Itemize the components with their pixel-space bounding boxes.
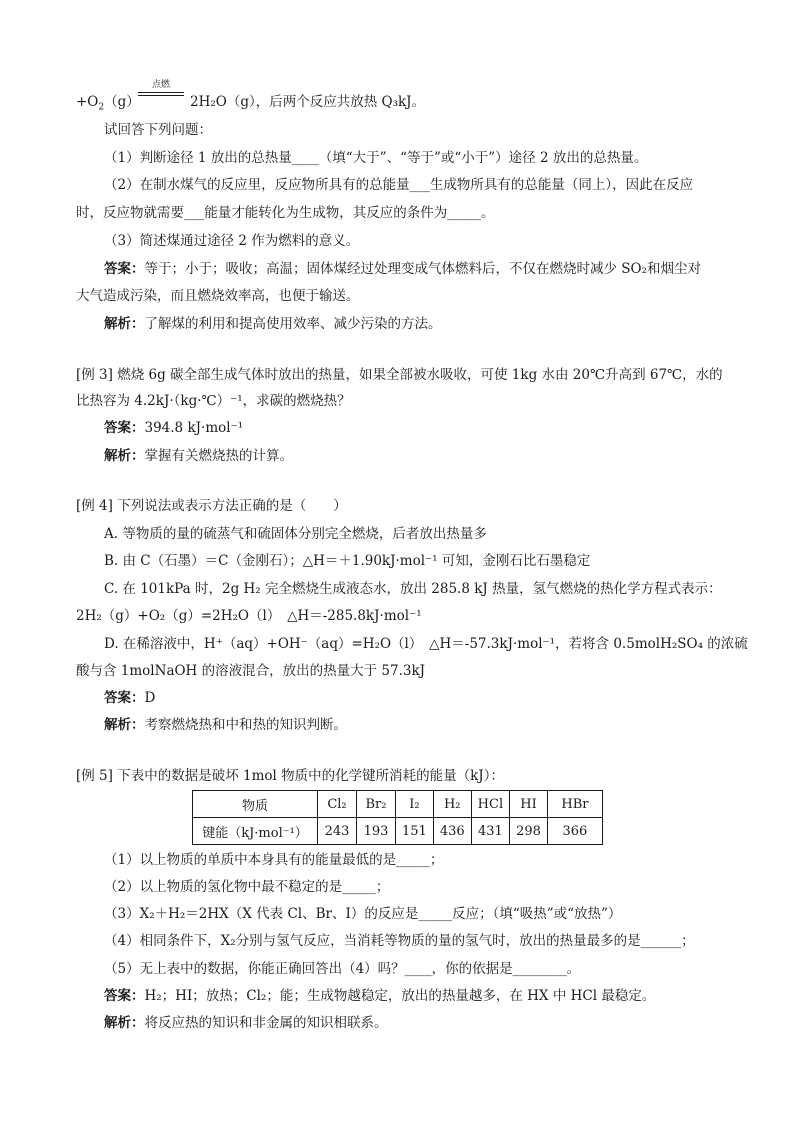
analysis-label: 解析： xyxy=(104,316,145,332)
question-intro: 试回答下列问题： xyxy=(104,122,212,138)
example-3: [例 3] 燃烧 6g 碳全部生成气体时放出的热量，如果全部被水吸收，可使 1kg 水由 20℃升高到 67℃，水的 xyxy=(76,367,723,383)
option-d: D. 在稀溶液中，H⁺（aq）+OH⁻（aq）=H₂O（l） △H＝-57.3kJ·mol⁻¹，若将含 0.5molH₂SO₄ 的浓硫 xyxy=(104,636,748,652)
table-cell: 431 xyxy=(471,818,509,845)
option-c: C. 在 101kPa 时，2g H₂ 完全燃烧生成液态水，放出 285.8 kJ 热量，氢气燃烧的热化学方程式表示： xyxy=(104,581,722,597)
table-cell: 366 xyxy=(547,818,602,845)
q5-4: （4）相同条件下，X₂分别与氢气反应，当消耗等物质的量的氢气时，放出的热量最多的是______； xyxy=(104,933,695,949)
question-2-cont: 时，反应物就需要___能量才能转化为生成物，其反应的条件为_____。 xyxy=(76,205,495,221)
example-4: [例 4] 下列说法或表示方法正确的是（ ） xyxy=(76,498,347,514)
table-header-cell: 物质 xyxy=(193,791,318,818)
table-cell: 298 xyxy=(510,818,548,845)
answer-label: 答案： xyxy=(104,420,145,436)
example-3-cont: 比热容为 4.2kJ·（kg·℃）⁻¹，求碳的燃烧热？ xyxy=(76,393,351,409)
answer-3: 答案：394.8 kJ·mol⁻¹ xyxy=(104,420,244,436)
q5-2: （2）以上物质的氢化物中最不稳定的是_____； xyxy=(104,879,390,895)
option-b: B. 由 C（石墨）＝C（金刚石）；△H＝＋1.90kJ·mol⁻¹ 可知，金刚石比石墨稳定 xyxy=(104,553,591,569)
table-header-cell: H₂ xyxy=(433,791,471,818)
answer-label: 答案： xyxy=(104,261,145,277)
table-header-cell: HCl xyxy=(471,791,509,818)
table-cell: 151 xyxy=(396,818,434,845)
reaction-left: $+O_2(g)$ xyxy=(76,94,140,113)
answer-5: 答案：H₂；HI；放热；Cl₂；能；生成物越稳定，放出的热量越多，在 HX 中 HCl 最稳定。 xyxy=(104,988,656,1004)
table-row xyxy=(193,818,603,845)
analysis-3: 解析：掌握有关燃烧热的计算。 xyxy=(104,448,293,464)
bond-energy-table xyxy=(192,790,603,845)
option-c-equation: 2H₂（g）+O₂（g）=2H₂O（l） △H＝-285.8kJ·mol⁻¹ xyxy=(76,608,422,624)
table-header-cell: HBr xyxy=(547,791,602,818)
example-5: [例 5] 下表中的数据是破坏 1mol 物质中的化学键所消耗的能量（kJ）： xyxy=(76,768,504,784)
option-a: A. 等物质的量的硫蒸气和硫固体分别完全燃烧，后者放出热量多 xyxy=(104,526,487,542)
table-cell: 193 xyxy=(357,818,396,845)
answer-label: 答案： xyxy=(104,690,145,706)
analysis-label: 解析： xyxy=(104,717,145,733)
question-1: （1）判断途径 1 放出的总热量____（填“大于”、“等于”或“小于”）途径 2 放出的总热量。 xyxy=(104,150,648,166)
table-cell: 243 xyxy=(318,818,357,845)
q5-3: （3）X₂＋H₂＝2HX（X 代表 Cl、Br、I）的反应是_____反应；（填“吸热”或“放热”） xyxy=(104,906,622,922)
table-cell: 436 xyxy=(433,818,471,845)
table-header-cell: Br₂ xyxy=(357,791,396,818)
analysis-5: 解析：将反应热的知识和非金属的知识相联系。 xyxy=(104,1015,388,1031)
option-d-cont: 酸与含 1molNaOH 的溶液混合，放出的热量大于 57.3kJ xyxy=(76,663,426,679)
table-header-cell: Cl₂ xyxy=(318,791,357,818)
answer-1-cont: 大气造成污染，而且燃烧效率高，也便于输送。 xyxy=(76,288,360,304)
reaction-condition: 点燃 xyxy=(151,80,170,90)
table-row xyxy=(193,791,603,818)
answer-4: 答案：D xyxy=(104,690,156,706)
reaction-right: 2H₂O（g），后两个反应共放热 Q₃kJ。 xyxy=(190,94,426,110)
question-3: （3）简述煤通过途径 2 作为燃料的意义。 xyxy=(104,233,360,249)
analysis-label: 解析： xyxy=(104,1015,145,1031)
q5-5: （5）无上表中的数据，你能正确回答出（4）吗？____，你的依据是________。 xyxy=(104,961,581,977)
analysis-label: 解析： xyxy=(104,448,145,464)
question-2: （2）在制水煤气的反应里，反应物所具有的总能量___生成物所具有的总能量（同上），因此在反应 xyxy=(104,177,694,193)
answer-label: 答案： xyxy=(104,988,145,1004)
q5-1: （1）以上物质的单质中本身具有的能量最低的是_____； xyxy=(104,852,444,868)
analysis-4: 解析：考察燃烧热和中和热的知识判断。 xyxy=(104,717,347,733)
answer-1: 答案：等于；小于；吸收；高温；固体煤经过处理变成气体燃料后，不仅在燃烧时减少 SO₂和烟尘对 xyxy=(104,261,702,277)
table-header-cell: HI xyxy=(510,791,548,818)
table-header-cell: I₂ xyxy=(396,791,434,818)
analysis-1: 解析：了解煤的利用和提高使用效率、减少污染的方法。 xyxy=(104,316,442,332)
reaction-arrow xyxy=(138,80,184,104)
table-cell: 键能（kJ·mol⁻¹） xyxy=(193,818,318,845)
